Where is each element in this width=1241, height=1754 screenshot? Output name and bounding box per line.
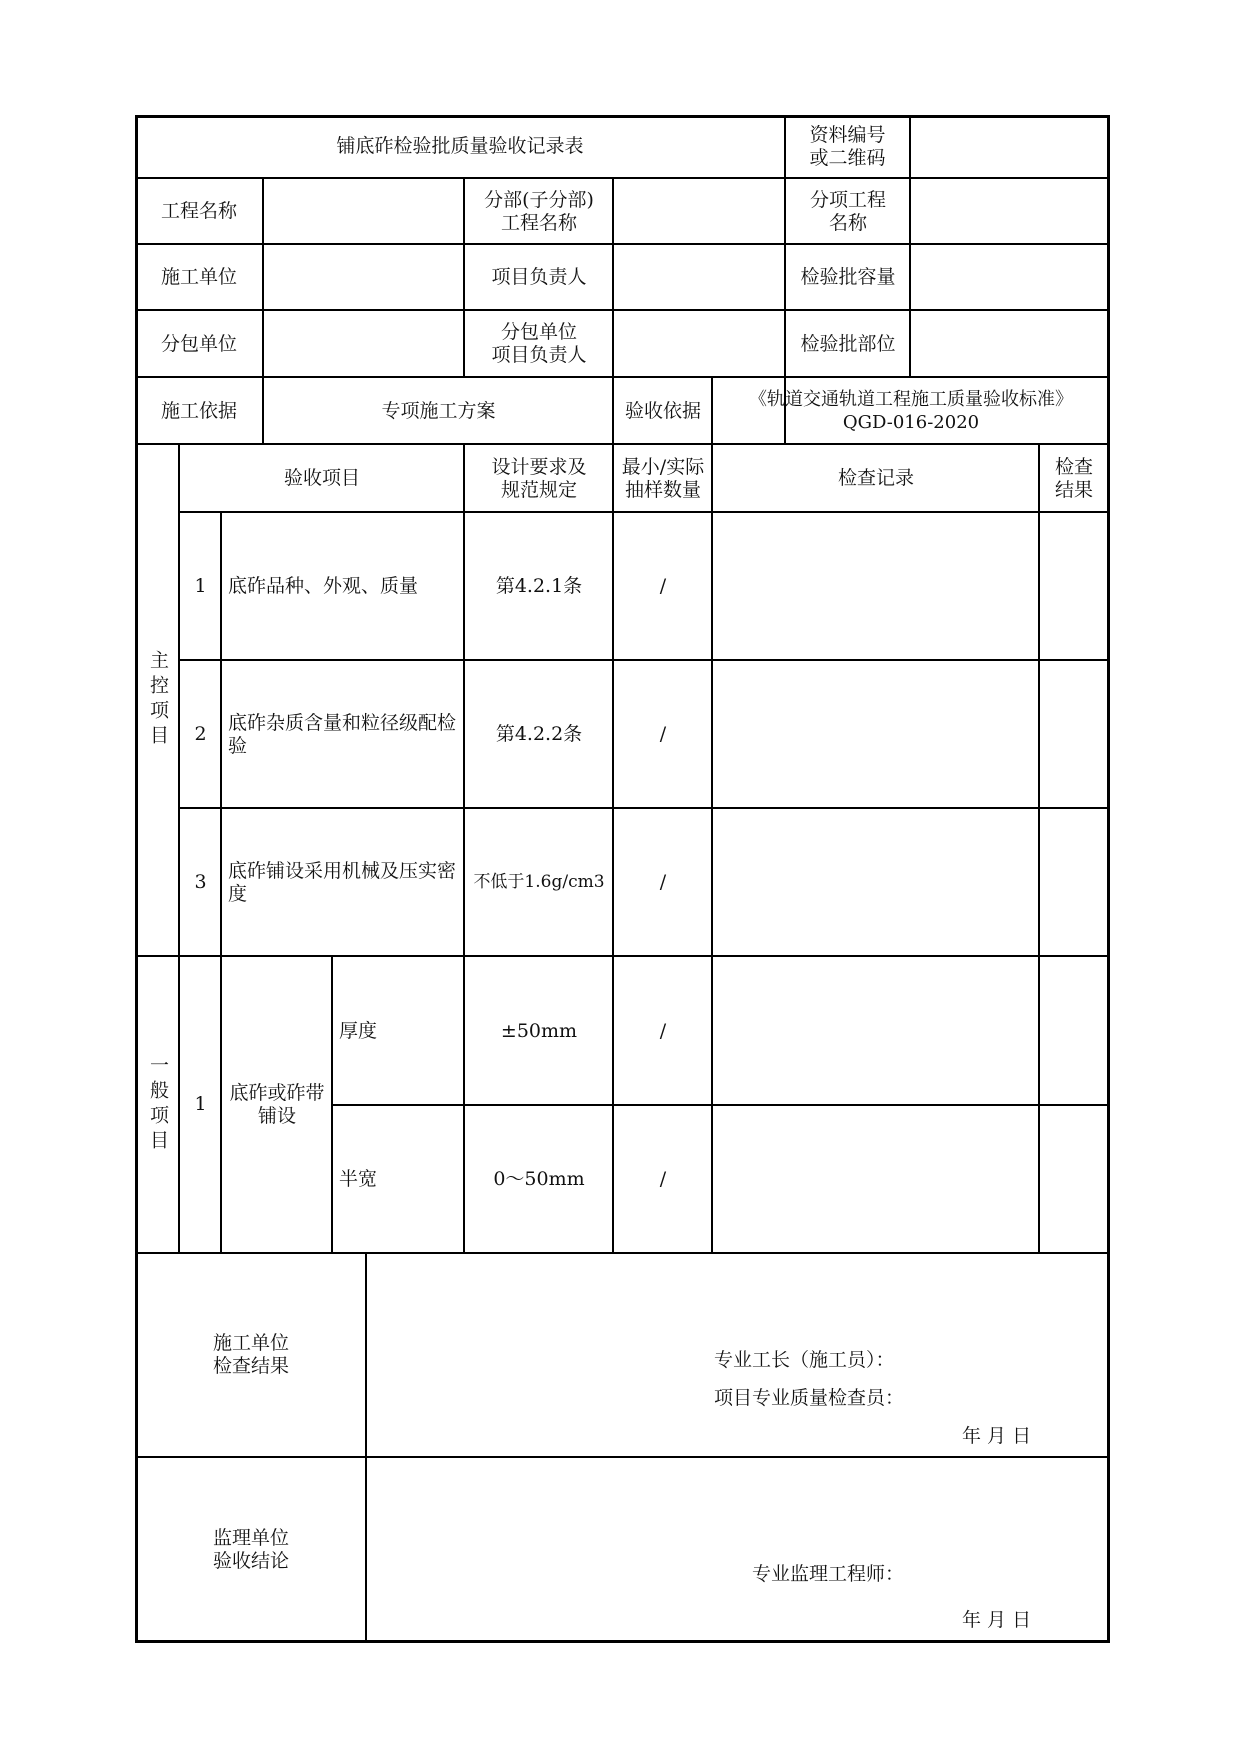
row-number: 1 bbox=[194, 1093, 207, 1115]
supervisor-date: 年 月 日 bbox=[962, 1609, 1032, 1631]
row-number: 3 bbox=[194, 871, 207, 893]
header-record: 检查记录 bbox=[837, 467, 914, 489]
subdivision-label: 分部(子分部) 工程名称 bbox=[484, 188, 594, 234]
subdivision-field[interactable] bbox=[614, 179, 785, 244]
general-label: 一般项目 bbox=[147, 1054, 169, 1155]
acceptance-basis-value: 《轨道交通轨道工程施工质量验收标准》 QGD-016-2020 bbox=[749, 389, 1073, 433]
main-item-sample: / bbox=[659, 723, 667, 745]
inspector-signature: 项目专业质量检查员： bbox=[714, 1387, 905, 1409]
header-result: 检查 结果 bbox=[1054, 455, 1093, 501]
main-control-label: 主控项目 bbox=[147, 650, 169, 750]
main-item-sample: / bbox=[659, 575, 667, 597]
subcontractor-label: 分包单位 bbox=[160, 332, 237, 355]
main-item-name: 底砟铺设采用机械及压实密度 bbox=[228, 859, 457, 905]
main-item-record[interactable] bbox=[713, 809, 1039, 956]
general-item-name: 底砟或砟带 铺设 bbox=[229, 1081, 325, 1127]
general-item-sample: / bbox=[659, 1019, 667, 1042]
project-manager-label: 项目负责人 bbox=[491, 266, 587, 288]
general-sub-item: 半宽 bbox=[339, 1167, 378, 1190]
main-item-sample: / bbox=[659, 871, 667, 893]
main-item-result[interactable] bbox=[1040, 809, 1108, 956]
batch-capacity-label: 检验批容量 bbox=[800, 266, 896, 288]
general-item-req: ±50mm bbox=[500, 1019, 578, 1042]
doc-number-field[interactable] bbox=[911, 115, 1107, 178]
item-project-field[interactable] bbox=[911, 179, 1107, 244]
contractor-label: 施工单位 bbox=[160, 266, 237, 288]
main-item-req: 第4.2.2条 bbox=[495, 723, 583, 745]
batch-location-field[interactable] bbox=[911, 311, 1107, 377]
supervisor-signature: 专业监理工程师： bbox=[752, 1563, 905, 1585]
main-item-req: 第4.2.1条 bbox=[495, 575, 583, 597]
main-item-req: 不低于1.6g/cm3 bbox=[473, 872, 605, 892]
main-item-name: 底砟品种、外观、质量 bbox=[228, 575, 419, 597]
general-item-sample: / bbox=[659, 1167, 667, 1190]
contractor-field[interactable] bbox=[264, 245, 464, 310]
construction-basis-value: 专项施工方案 bbox=[381, 399, 496, 422]
sub-manager-field[interactable] bbox=[614, 311, 785, 377]
form-title: 铺底砟检验批质量验收记录表 bbox=[336, 135, 584, 157]
item-project-label: 分项工程 名称 bbox=[809, 188, 886, 234]
batch-location-label: 检验批部位 bbox=[800, 332, 896, 355]
main-item-result[interactable] bbox=[1040, 513, 1108, 660]
general-sub-item: 厚度 bbox=[339, 1019, 378, 1042]
main-item-record[interactable] bbox=[713, 513, 1039, 660]
batch-capacity-field[interactable] bbox=[911, 245, 1107, 310]
contractor-check-label: 施工单位 检查结果 bbox=[212, 1332, 289, 1377]
acceptance-basis-label: 验收依据 bbox=[624, 399, 701, 422]
project-manager-field[interactable] bbox=[614, 245, 785, 310]
row-number: 1 bbox=[194, 575, 207, 597]
project-name-label: 工程名称 bbox=[160, 200, 237, 222]
header-design-req: 设计要求及 规范规定 bbox=[491, 455, 587, 501]
general-item-record[interactable] bbox=[713, 957, 1108, 1105]
project-name-field[interactable] bbox=[264, 179, 464, 244]
row-number: 2 bbox=[194, 723, 207, 745]
contractor-date: 年 月 日 bbox=[962, 1425, 1032, 1447]
general-item-req: 0～50mm bbox=[493, 1167, 585, 1190]
main-item-result[interactable] bbox=[1040, 661, 1108, 808]
main-item-name: 底砟杂质含量和粒径级配检验 bbox=[228, 711, 457, 757]
construction-basis-label: 施工依据 bbox=[160, 399, 237, 422]
main-item-record[interactable] bbox=[713, 661, 1039, 808]
subcontractor-field[interactable] bbox=[264, 311, 464, 377]
general-item-record[interactable] bbox=[713, 1106, 1108, 1252]
sub-manager-label: 分包单位 项目负责人 bbox=[491, 321, 587, 366]
supervisor-check-label: 监理单位 验收结论 bbox=[212, 1526, 289, 1572]
header-item: 验收项目 bbox=[283, 467, 360, 489]
header-sample-qty: 最小/实际 抽样数量 bbox=[621, 455, 705, 501]
doc-number-label: 资料编号 或二维码 bbox=[809, 123, 886, 169]
foreman-signature: 专业工长（施工员）： bbox=[714, 1349, 895, 1371]
